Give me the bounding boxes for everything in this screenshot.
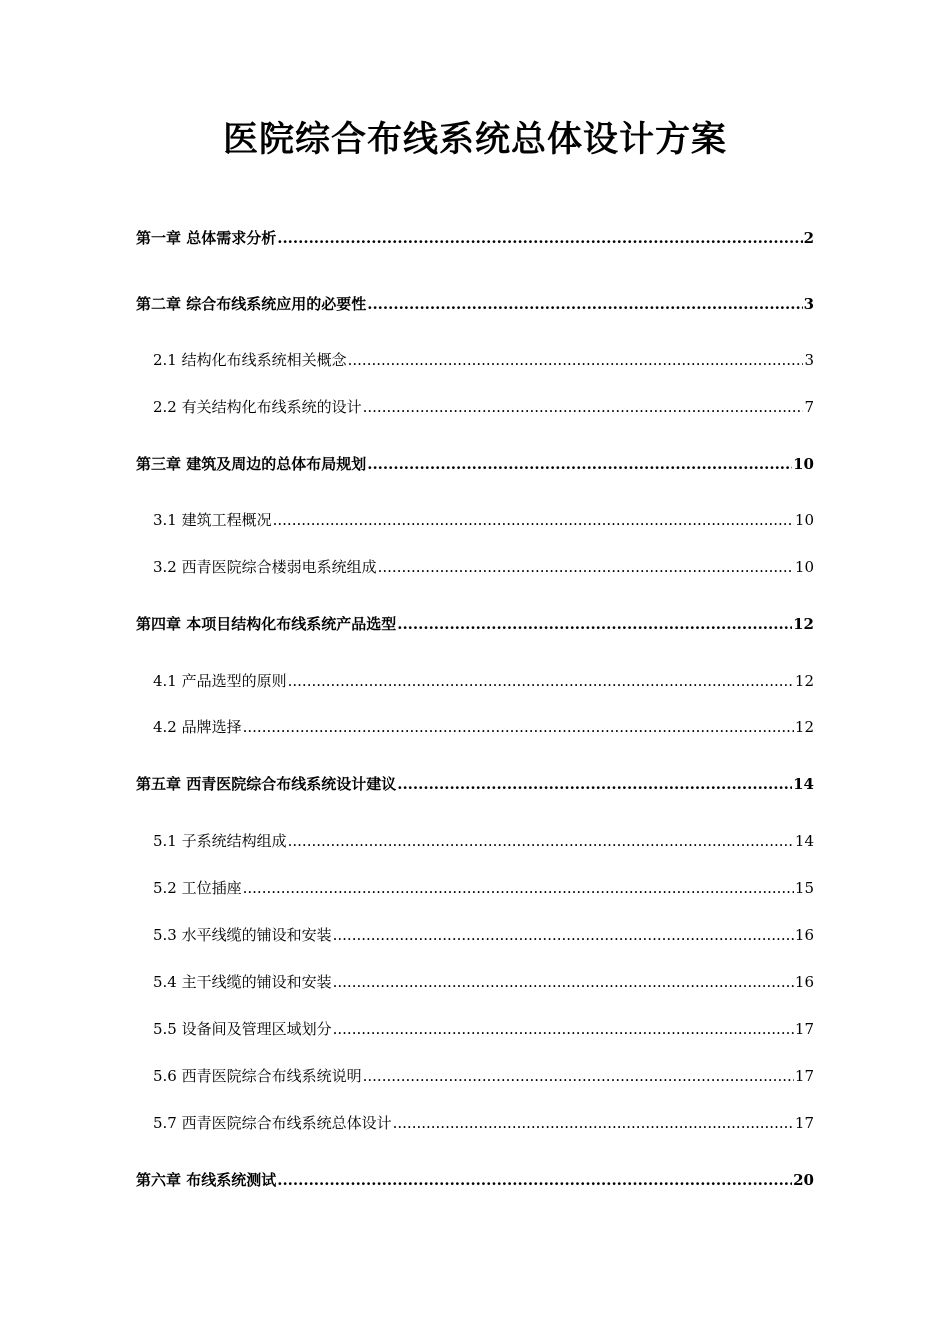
toc-entry-section-5-4[interactable] [153,971,814,993]
toc-entry-label: 5.2 工位插座 [153,879,242,897]
toc-dot-leader [397,613,792,635]
toc-dot-leader [348,349,804,371]
toc-entry-section-4-1[interactable] [153,670,814,692]
toc-entry-chapter-3[interactable] [136,453,814,475]
toc-dot-leader [367,453,792,475]
toc-entry-section-4-2[interactable] [153,716,814,738]
toc-entry-label: 第一章 总体需求分析 [136,229,277,247]
toc-page-number: 17 [794,1067,814,1085]
toc-page-number: 17 [794,1114,814,1132]
toc-page-number: 12 [794,718,814,736]
toc-dot-leader [378,556,794,578]
toc-dot-leader [243,877,794,899]
toc-page-number: 14 [793,775,814,793]
toc-entry-label: 第二章 综合布线系统应用的必要性 [136,295,367,313]
toc-page-number: 14 [794,832,814,850]
toc-dot-leader [243,716,794,738]
toc-entry-label: 5.3 水平线缆的铺设和安装 [153,926,332,944]
toc-entry-label: 3.2 西青医院综合楼弱电系统组成 [153,558,377,576]
toc-entry-label: 第六章 布线系统测试 [136,1171,277,1189]
toc-dot-leader [393,1112,794,1134]
toc-entry-label: 5.5 设备间及管理区域划分 [153,1020,332,1038]
toc-entry-section-5-6[interactable] [153,1065,814,1087]
toc-entry-section-5-5[interactable] [153,1018,814,1040]
toc-entry-label: 5.7 西青医院综合布线系统总体设计 [153,1114,392,1132]
toc-dot-leader [333,971,794,993]
toc-entry-label: 2.1 结构化布线系统相关概念 [153,351,347,369]
toc-entry-chapter-5[interactable] [136,773,814,795]
document-title: 医院综合布线系统总体设计方案 [222,119,727,160]
toc-entry-label: 5.4 主干线缆的铺设和安装 [153,973,332,991]
toc-dot-leader [367,293,802,315]
toc-entry-chapter-4[interactable] [136,613,814,635]
toc-dot-leader [333,924,794,946]
toc-entry-label: 第五章 西青医院综合布线系统设计建议 [136,775,397,793]
toc-entry-label: 3.1 建筑工程概况 [153,511,272,529]
toc-entry-section-5-1[interactable] [153,830,814,852]
toc-page-number: 10 [794,558,814,576]
toc-page-number: 17 [794,1020,814,1038]
toc-entry-section-3-2[interactable] [153,556,814,578]
toc-dot-leader [273,509,794,531]
toc-page-number: 12 [793,615,814,633]
toc-entry-section-3-1[interactable] [153,509,814,531]
toc-entry-chapter-1[interactable] [136,227,814,249]
toc-dot-leader [333,1018,794,1040]
toc-page-number: 3 [804,351,814,369]
toc-entry-label: 4.1 产品选型的原则 [153,672,287,690]
toc-dot-leader [277,1169,792,1191]
toc-entry-label: 第三章 建筑及周边的总体布局规划 [136,455,367,473]
toc-entry-label: 4.2 品牌选择 [153,718,242,736]
toc-entry-label: 第四章 本项目结构化布线系统产品选型 [136,615,397,633]
toc-page-number: 16 [794,973,814,991]
toc-dot-leader [277,227,802,249]
toc-entry-chapter-6[interactable] [136,1169,814,1191]
toc-entry-label: 2.2 有关结构化布线系统的设计 [153,398,362,416]
toc-entry-label: 5.1 子系统结构组成 [153,832,287,850]
toc-entry-section-5-2[interactable] [153,877,814,899]
toc-dot-leader [288,830,794,852]
toc-page-number: 16 [794,926,814,944]
toc-entry-section-5-3[interactable] [153,924,814,946]
toc-page-number: 3 [803,295,814,313]
toc-page-number: 7 [804,398,814,416]
toc-page-number: 10 [793,455,814,473]
toc-dot-leader [397,773,792,795]
toc-entry-label: 5.6 西青医院综合布线系统说明 [153,1067,362,1085]
toc-entry-section-5-7[interactable] [153,1112,814,1134]
toc-page-number: 20 [793,1171,814,1189]
toc-dot-leader [363,1065,794,1087]
toc-dot-leader [363,396,804,418]
toc-page-number: 2 [803,229,814,247]
toc-entry-chapter-2[interactable] [136,293,814,315]
toc-page-number: 15 [794,879,814,897]
toc-entry-section-2-2[interactable] [153,396,814,418]
toc-page-number: 10 [794,511,814,529]
toc-page-number: 12 [794,672,814,690]
toc-dot-leader [288,670,794,692]
toc-entry-section-2-1[interactable] [153,349,814,371]
